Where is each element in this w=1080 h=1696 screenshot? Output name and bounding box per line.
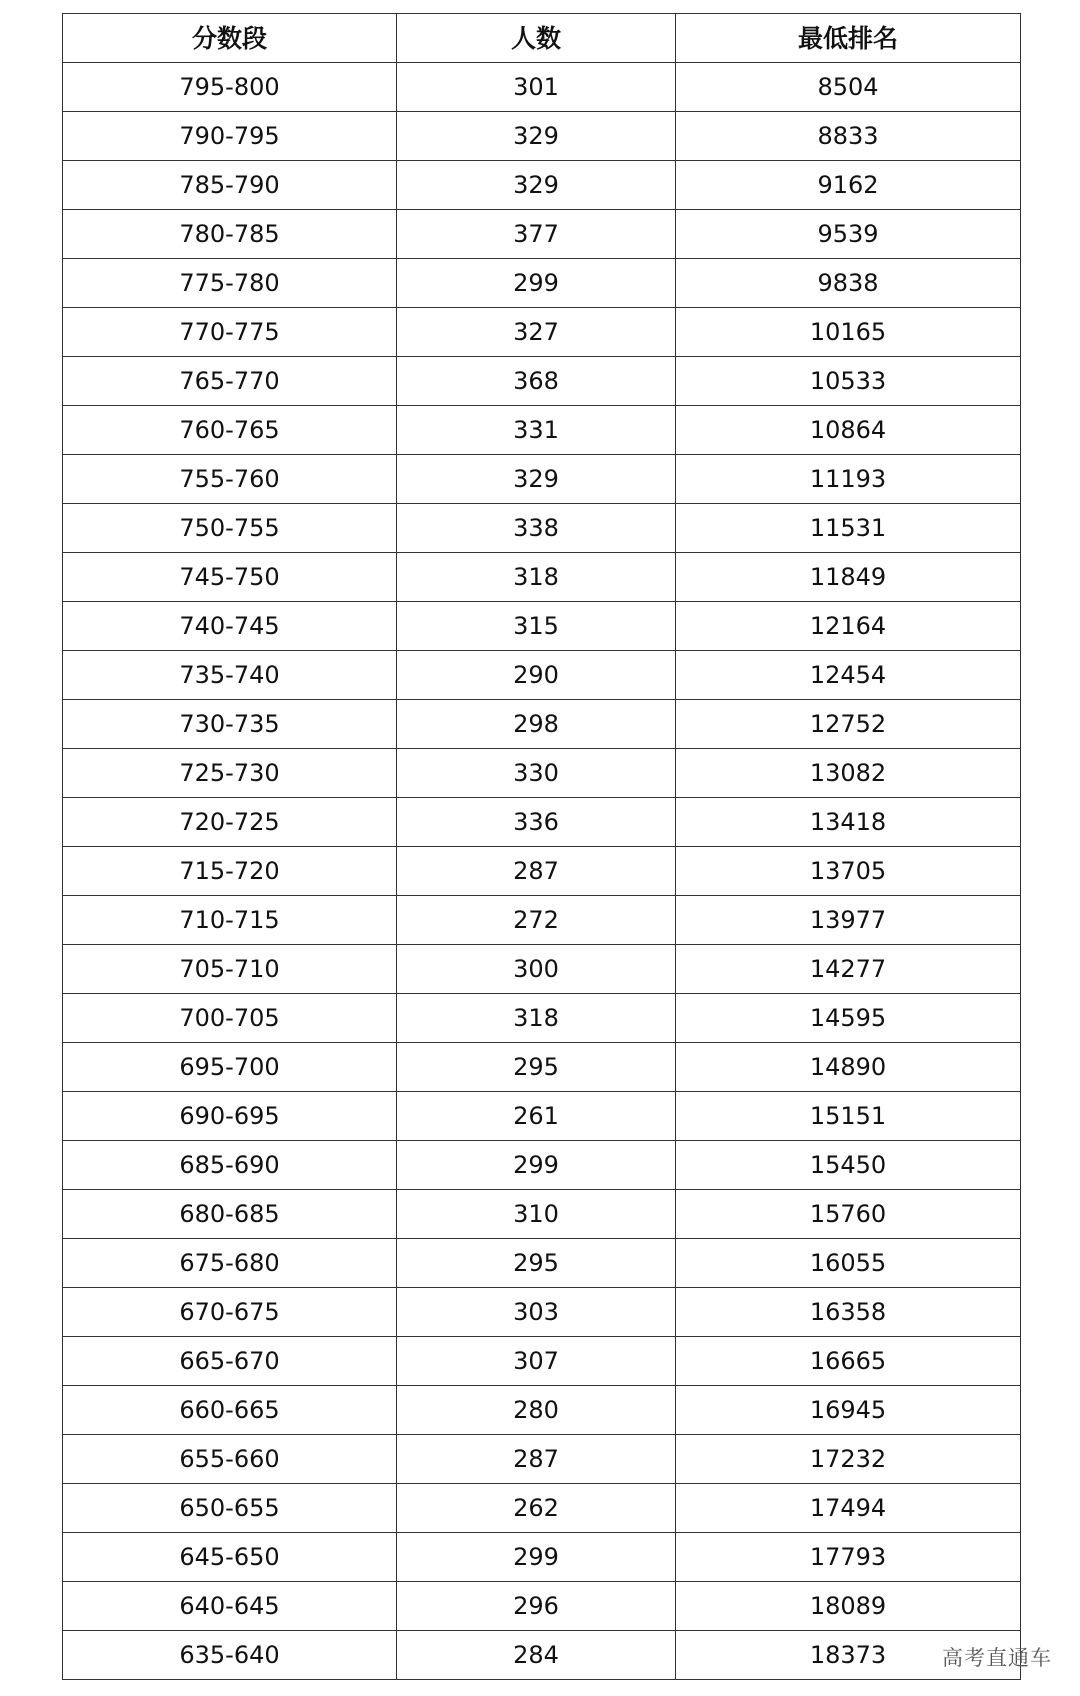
- score-range-cell: 685-690: [63, 1141, 397, 1190]
- table-row: [63, 798, 1021, 847]
- score-range-cell: 745-750: [63, 553, 397, 602]
- count-cell: 377: [397, 210, 676, 259]
- count-cell: 287: [397, 1435, 676, 1484]
- score-range-cell: 675-680: [63, 1239, 397, 1288]
- count-cell: 290: [397, 651, 676, 700]
- lowest-rank-cell: 17232: [676, 1435, 1021, 1484]
- table-row: [63, 602, 1021, 651]
- table-row: [63, 1141, 1021, 1190]
- score-range-cell: 750-755: [63, 504, 397, 553]
- lowest-rank-cell: 11531: [676, 504, 1021, 553]
- count-cell: 272: [397, 896, 676, 945]
- header-row: [63, 14, 1021, 63]
- lowest-rank-cell: 13082: [676, 749, 1021, 798]
- count-cell: 329: [397, 455, 676, 504]
- count-cell: 296: [397, 1582, 676, 1631]
- score-range-cell: 690-695: [63, 1092, 397, 1141]
- count-cell: 310: [397, 1190, 676, 1239]
- lowest-rank-cell: 12454: [676, 651, 1021, 700]
- score-range-cell: 760-765: [63, 406, 397, 455]
- score-range-cell: 645-650: [63, 1533, 397, 1582]
- table-row: [63, 1043, 1021, 1092]
- lowest-rank-cell: 14277: [676, 945, 1021, 994]
- lowest-rank-cell: 11193: [676, 455, 1021, 504]
- count-cell: 298: [397, 700, 676, 749]
- count-cell: 300: [397, 945, 676, 994]
- score-range-cell: 795-800: [63, 63, 397, 112]
- lowest-rank-cell: 17494: [676, 1484, 1021, 1533]
- table-row: [63, 1337, 1021, 1386]
- lowest-rank-cell: 12164: [676, 602, 1021, 651]
- count-cell: 318: [397, 553, 676, 602]
- count-cell: 280: [397, 1386, 676, 1435]
- header-score-range: 分数段: [63, 14, 397, 63]
- count-cell: 287: [397, 847, 676, 896]
- score-range-cell: 765-770: [63, 357, 397, 406]
- count-cell: 295: [397, 1043, 676, 1092]
- score-range-cell: 710-715: [63, 896, 397, 945]
- table-row: [63, 945, 1021, 994]
- lowest-rank-cell: 16665: [676, 1337, 1021, 1386]
- lowest-rank-cell: 8833: [676, 112, 1021, 161]
- lowest-rank-cell: 11849: [676, 553, 1021, 602]
- table-row: [63, 259, 1021, 308]
- score-range-cell: 715-720: [63, 847, 397, 896]
- score-range-cell: 695-700: [63, 1043, 397, 1092]
- table-row: [63, 1484, 1021, 1533]
- score-range-cell: 780-785: [63, 210, 397, 259]
- count-cell: 295: [397, 1239, 676, 1288]
- count-cell: 299: [397, 1533, 676, 1582]
- lowest-rank-cell: 15760: [676, 1190, 1021, 1239]
- count-cell: 330: [397, 749, 676, 798]
- lowest-rank-cell: 16945: [676, 1386, 1021, 1435]
- lowest-rank-cell: 18089: [676, 1582, 1021, 1631]
- lowest-rank-cell: 13977: [676, 896, 1021, 945]
- lowest-rank-cell: 10864: [676, 406, 1021, 455]
- lowest-rank-cell: 12752: [676, 700, 1021, 749]
- score-range-cell: 730-735: [63, 700, 397, 749]
- table-body: [63, 63, 1021, 1680]
- lowest-rank-cell: 18373: [676, 1631, 1021, 1680]
- score-range-cell: 665-670: [63, 1337, 397, 1386]
- lowest-rank-cell: 9838: [676, 259, 1021, 308]
- score-range-cell: 635-640: [63, 1631, 397, 1680]
- count-cell: 284: [397, 1631, 676, 1680]
- table-row: [63, 700, 1021, 749]
- lowest-rank-cell: 15450: [676, 1141, 1021, 1190]
- score-range-cell: 650-655: [63, 1484, 397, 1533]
- score-range-cell: 655-660: [63, 1435, 397, 1484]
- table-row: [63, 1239, 1021, 1288]
- score-range-cell: 770-775: [63, 308, 397, 357]
- score-range-cell: 660-665: [63, 1386, 397, 1435]
- count-cell: 307: [397, 1337, 676, 1386]
- score-range-cell: 785-790: [63, 161, 397, 210]
- lowest-rank-cell: 8504: [676, 63, 1021, 112]
- table-row: [63, 1631, 1021, 1680]
- lowest-rank-cell: 15151: [676, 1092, 1021, 1141]
- count-cell: 303: [397, 1288, 676, 1337]
- count-cell: 327: [397, 308, 676, 357]
- count-cell: 331: [397, 406, 676, 455]
- table-row: [63, 1190, 1021, 1239]
- table-row: [63, 1582, 1021, 1631]
- lowest-rank-cell: 9162: [676, 161, 1021, 210]
- count-cell: 301: [397, 63, 676, 112]
- table-row: [63, 63, 1021, 112]
- score-range-cell: 735-740: [63, 651, 397, 700]
- count-cell: 299: [397, 259, 676, 308]
- lowest-rank-cell: 13418: [676, 798, 1021, 847]
- count-cell: 318: [397, 994, 676, 1043]
- score-range-cell: 705-710: [63, 945, 397, 994]
- header-count: 人数: [397, 14, 676, 63]
- score-range-cell: 720-725: [63, 798, 397, 847]
- score-range-cell: 700-705: [63, 994, 397, 1043]
- table-row: [63, 504, 1021, 553]
- count-cell: 299: [397, 1141, 676, 1190]
- lowest-rank-cell: 16358: [676, 1288, 1021, 1337]
- table-row: [63, 308, 1021, 357]
- score-range-cell: 790-795: [63, 112, 397, 161]
- table-row: [63, 553, 1021, 602]
- table-row: [63, 749, 1021, 798]
- count-cell: 338: [397, 504, 676, 553]
- lowest-rank-cell: 14890: [676, 1043, 1021, 1092]
- table-row: [63, 651, 1021, 700]
- score-range-cell: 680-685: [63, 1190, 397, 1239]
- score-range-cell: 725-730: [63, 749, 397, 798]
- count-cell: 315: [397, 602, 676, 651]
- count-cell: 261: [397, 1092, 676, 1141]
- score-range-cell: 670-675: [63, 1288, 397, 1337]
- table-header: [63, 14, 1021, 63]
- score-range-cell: 640-645: [63, 1582, 397, 1631]
- lowest-rank-cell: 13705: [676, 847, 1021, 896]
- table-row: [63, 406, 1021, 455]
- lowest-rank-cell: 10533: [676, 357, 1021, 406]
- count-cell: 329: [397, 161, 676, 210]
- count-cell: 329: [397, 112, 676, 161]
- count-cell: 368: [397, 357, 676, 406]
- table-row: [63, 994, 1021, 1043]
- score-rank-table: [62, 13, 1021, 1680]
- count-cell: 262: [397, 1484, 676, 1533]
- table-row: [63, 455, 1021, 504]
- table-row: [63, 1533, 1021, 1582]
- lowest-rank-cell: 16055: [676, 1239, 1021, 1288]
- header-lowest-rank: 最低排名: [676, 14, 1021, 63]
- count-cell: 336: [397, 798, 676, 847]
- score-range-cell: 755-760: [63, 455, 397, 504]
- table-row: [63, 1288, 1021, 1337]
- lowest-rank-cell: 9539: [676, 210, 1021, 259]
- lowest-rank-cell: 17793: [676, 1533, 1021, 1582]
- table-row: [63, 210, 1021, 259]
- score-range-cell: 740-745: [63, 602, 397, 651]
- table-row: [63, 1092, 1021, 1141]
- table-row: [63, 357, 1021, 406]
- table-row: [63, 112, 1021, 161]
- table-row: [63, 1386, 1021, 1435]
- lowest-rank-cell: 10165: [676, 308, 1021, 357]
- table-row: [63, 896, 1021, 945]
- score-range-cell: 775-780: [63, 259, 397, 308]
- table-row: [63, 1435, 1021, 1484]
- table-row: [63, 847, 1021, 896]
- table-row: [63, 161, 1021, 210]
- watermark-text: 高考直通车: [942, 1646, 1052, 1670]
- lowest-rank-cell: 14595: [676, 994, 1021, 1043]
